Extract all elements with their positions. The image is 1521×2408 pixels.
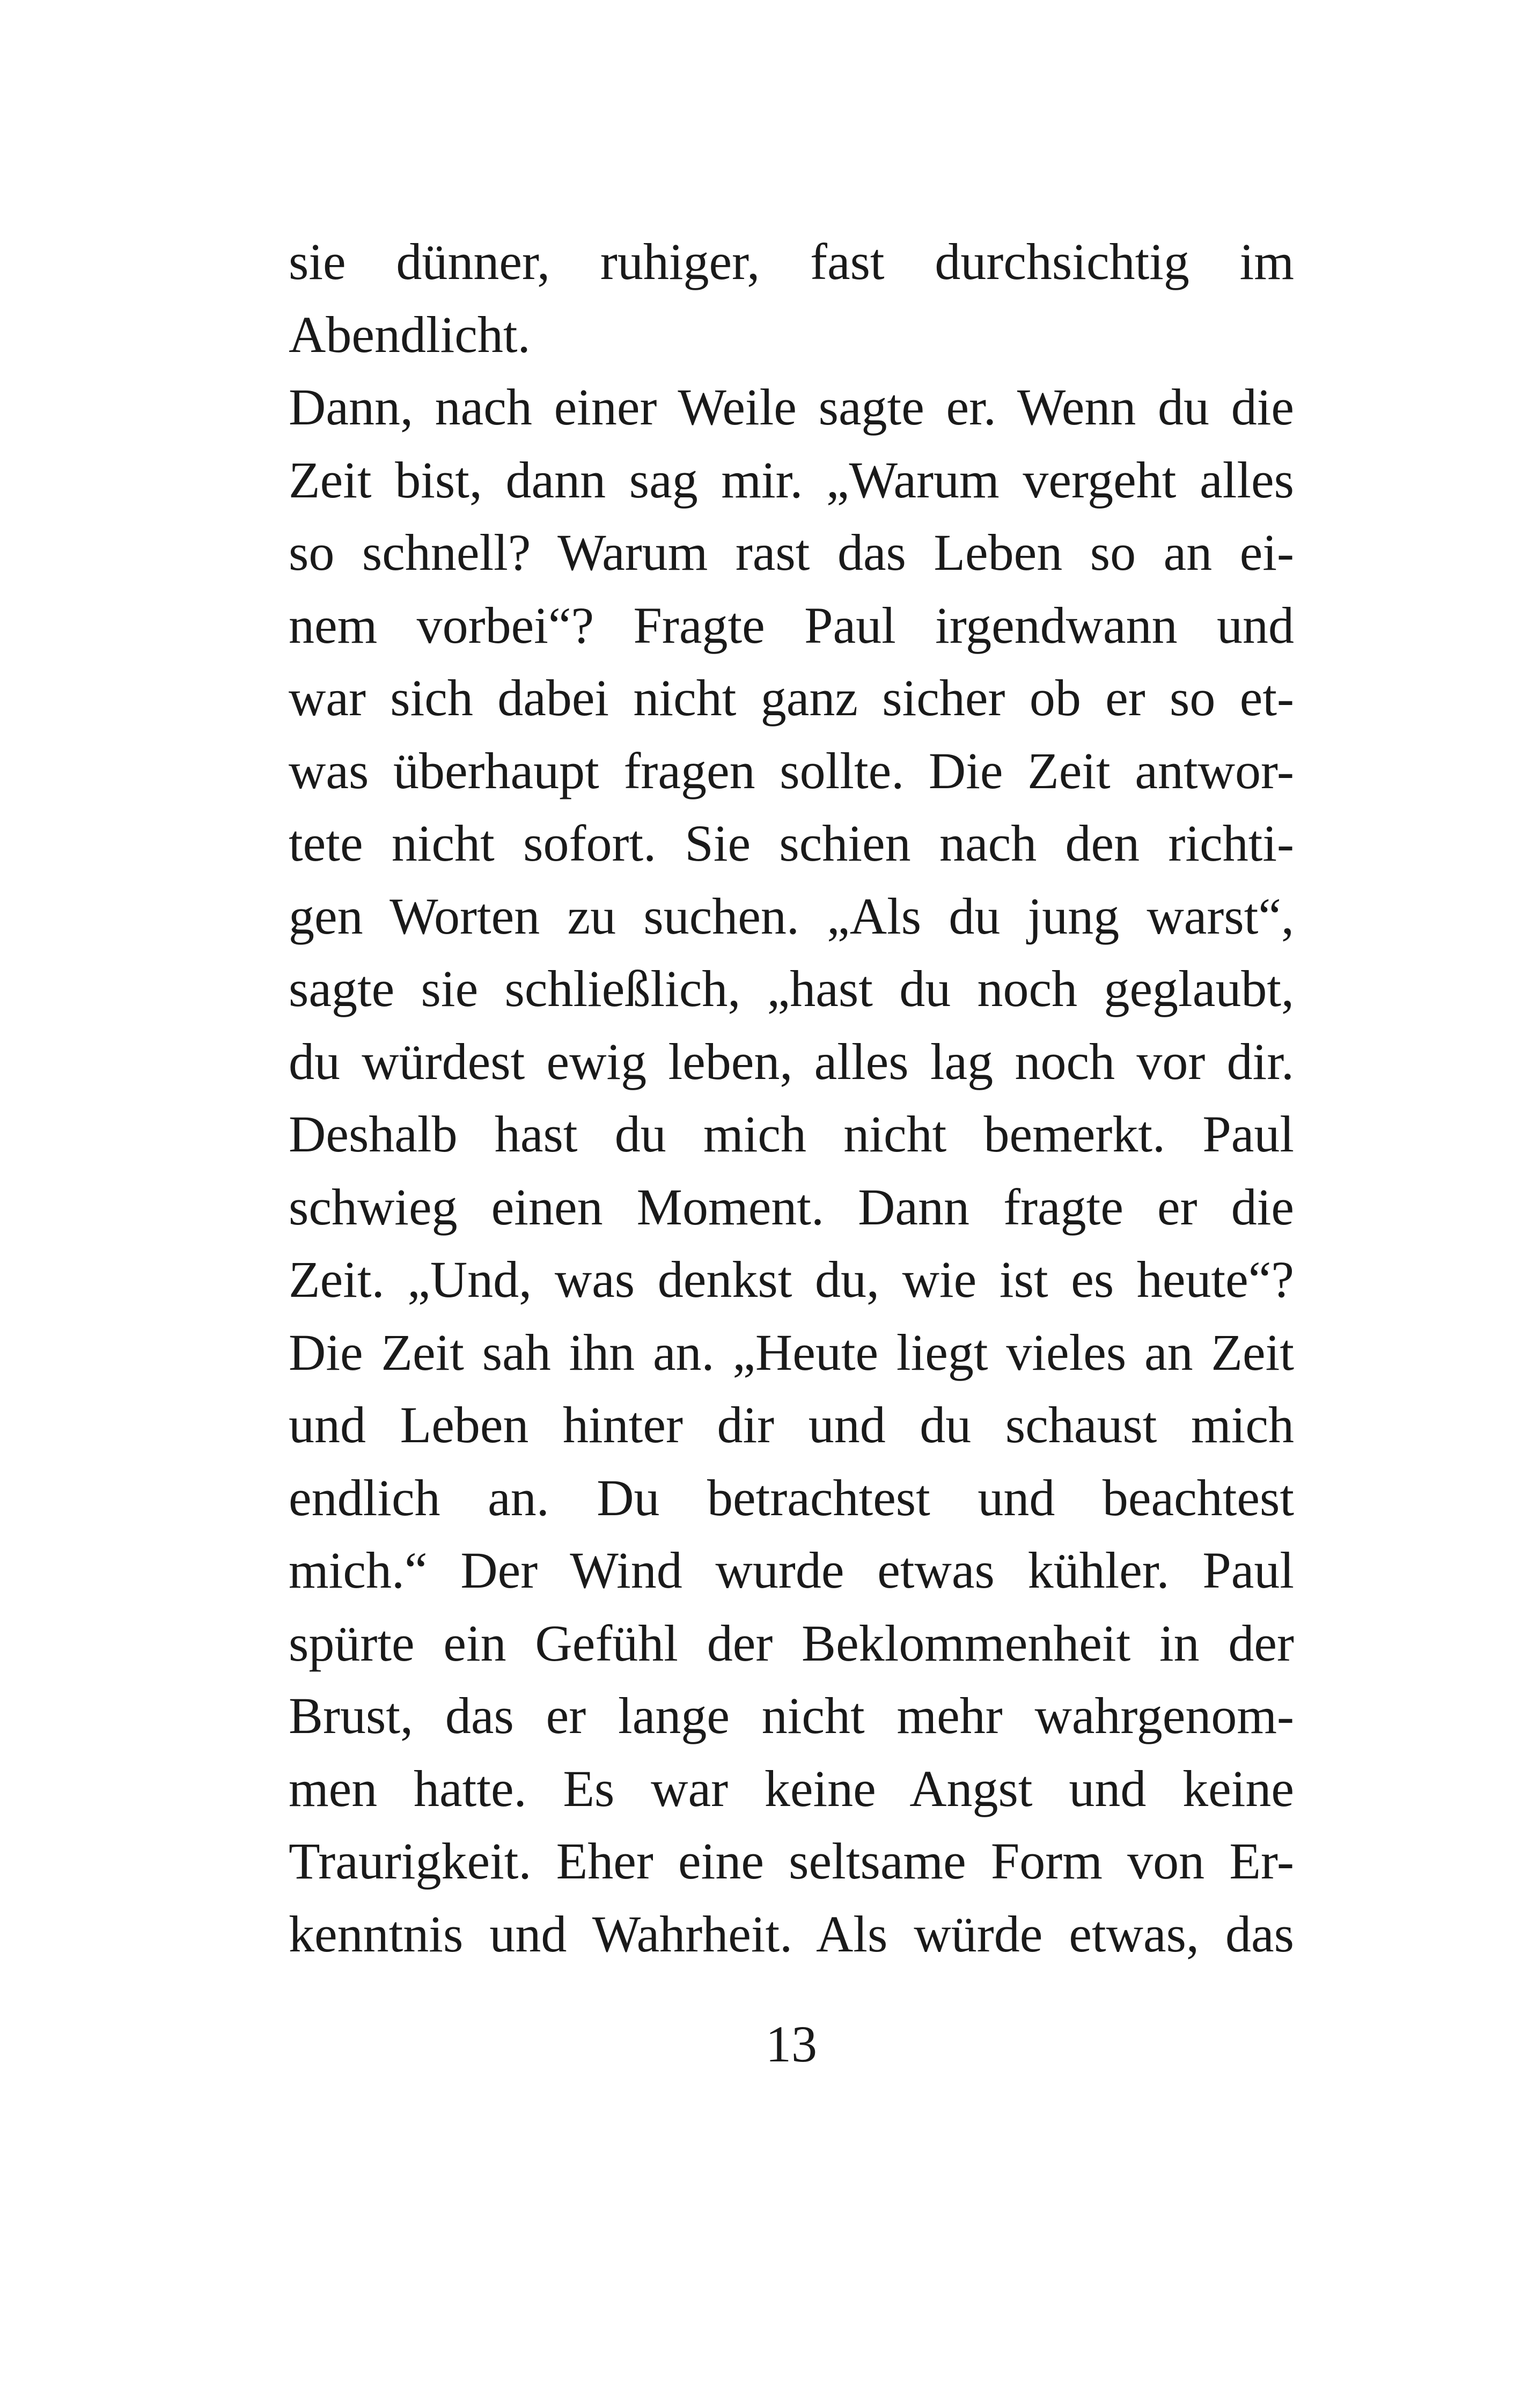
text-line: was überhaupt fragen sollte. Die Zeit antwor- — [289, 742, 1294, 799]
text-line: nem vorbei“? Fragte Paul irgendwann und — [289, 596, 1294, 654]
text-line: du würdest ewig leben, alles lag noch vor dir. — [289, 1032, 1294, 1090]
text-line: Brust, das er lange nicht mehr wahrgenom- — [289, 1687, 1294, 1744]
text-line: spürte ein Gefühl der Beklommenheit in der — [289, 1614, 1294, 1672]
text-line: Zeit bist, dann sag mir. „Warum vergeht alles — [289, 451, 1294, 509]
text-line: Die Zeit sah ihn an. „Heute liegt vieles an Zeit — [289, 1323, 1294, 1381]
text-line: sie dünner, ruhiger, fast durchsichtig im — [289, 233, 1294, 290]
text-line: und Leben hinter dir und du schaust mich — [289, 1396, 1294, 1453]
text-line: schwieg einen Moment. Dann fragte er die — [289, 1178, 1294, 1236]
text-line: Zeit. „Und, was denkst du, wie ist es heute“? — [289, 1251, 1294, 1308]
text-line: Traurigkeit. Eher eine seltsame Form von Er- — [289, 1832, 1294, 1890]
text-line: tete nicht sofort. Sie schien nach den richti- — [289, 814, 1294, 872]
body-text — [289, 225, 1294, 1970]
text-line: kenntnis und Wahrheit. Als würde etwas, das — [289, 1905, 1294, 1963]
text-line: Dann, nach einer Weile sagte er. Wenn du die — [289, 378, 1294, 436]
text-line: Deshalb hast du mich nicht bemerkt. Paul — [289, 1105, 1294, 1163]
page-number: 13 — [766, 2015, 817, 2073]
text-line: mich.“ Der Wind wurde etwas kühler. Paul — [289, 1541, 1294, 1599]
text-line: endlich an. Du betrachtest und beachtest — [289, 1469, 1294, 1526]
text-line: Abendlicht. — [289, 305, 531, 363]
text-line: gen Worten zu suchen. „Als du jung warst“, — [289, 887, 1294, 945]
text-line: so schnell? Warum rast das Leben so an ei- — [289, 524, 1294, 581]
text-line: men hatte. Es war keine Angst und keine — [289, 1759, 1294, 1817]
text-line: sagte sie schließlich, „hast du noch geglaubt, — [289, 960, 1294, 1017]
text-line: war sich dabei nicht ganz sicher ob er so et- — [289, 669, 1294, 726]
